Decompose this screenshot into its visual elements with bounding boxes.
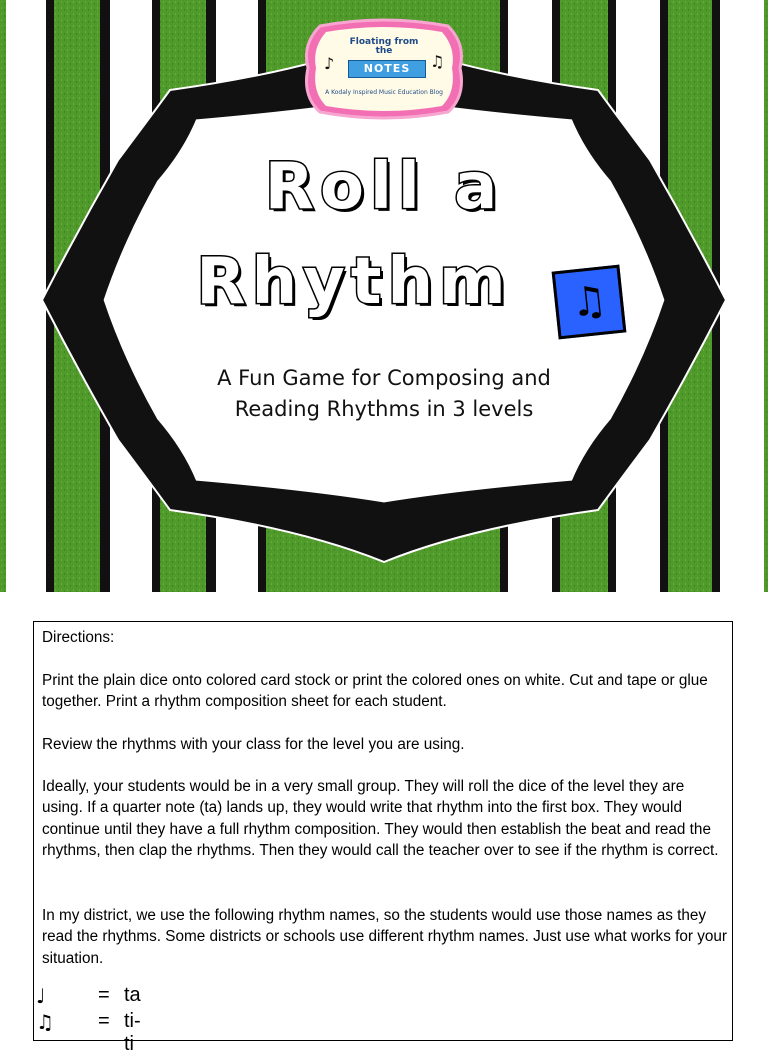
badge-line-1: Floating from	[349, 37, 419, 47]
eighth-notes-icon: ♫	[36, 1010, 54, 1034]
note-glyph: ♫	[568, 277, 610, 327]
equals-sign: =	[98, 984, 110, 1006]
music-note-icon: ♫	[430, 52, 445, 71]
badge-tagline: A Kodaly Inspired Music Education Blog	[325, 89, 443, 96]
rhythm-name: ti-ti	[124, 1010, 141, 1055]
directions-heading: Directions:	[42, 629, 115, 646]
subtitle-line-1: A Fun Game for Composing and	[217, 366, 551, 390]
directions-paragraph-2: Review the rhythms with your class for the level you are using.	[42, 736, 465, 753]
title-line-2: Rhythm	[196, 245, 512, 319]
directions-paragraph-3: Ideally, your students would be in a very small group. They will roll the dice of the level they are using. If a quarter note (ta) lands up, they would write that rhythm into the first box. They would continue until they have a full rhythm composition. They would then establish the beat and read the rhythms, then clap the rhythms. Then they would call the teacher over to see if the rhythm is correct.	[42, 778, 719, 859]
music-note-icon: ♪	[324, 54, 335, 73]
directions-paragraph-4: In my district, we use the following rhythm names, so the students would use those names as they read the rhythms. Some districts or schools use different rhythm names. Just use what works for your situation.	[42, 907, 727, 967]
badge-notes-label: NOTES	[348, 60, 426, 78]
badge-line-2: the	[375, 46, 393, 57]
directions-box	[33, 621, 733, 1055]
rhythm-name: ta	[124, 984, 141, 1006]
equals-sign: =	[98, 1010, 110, 1032]
directions-paragraph-1: Print the plain dice onto colored card stock or print the colored ones on white. Cut and tape or glue together. Print a rhythm composition sheet for each student.	[42, 672, 708, 711]
beamed-notes-icon	[552, 265, 627, 340]
subtitle-line-2: Reading Rhythms in 3 levels	[234, 397, 534, 421]
quarter-note-icon: ♩	[36, 984, 46, 1008]
blog-badge	[300, 18, 468, 120]
title-line-1: Roll a	[264, 150, 504, 224]
